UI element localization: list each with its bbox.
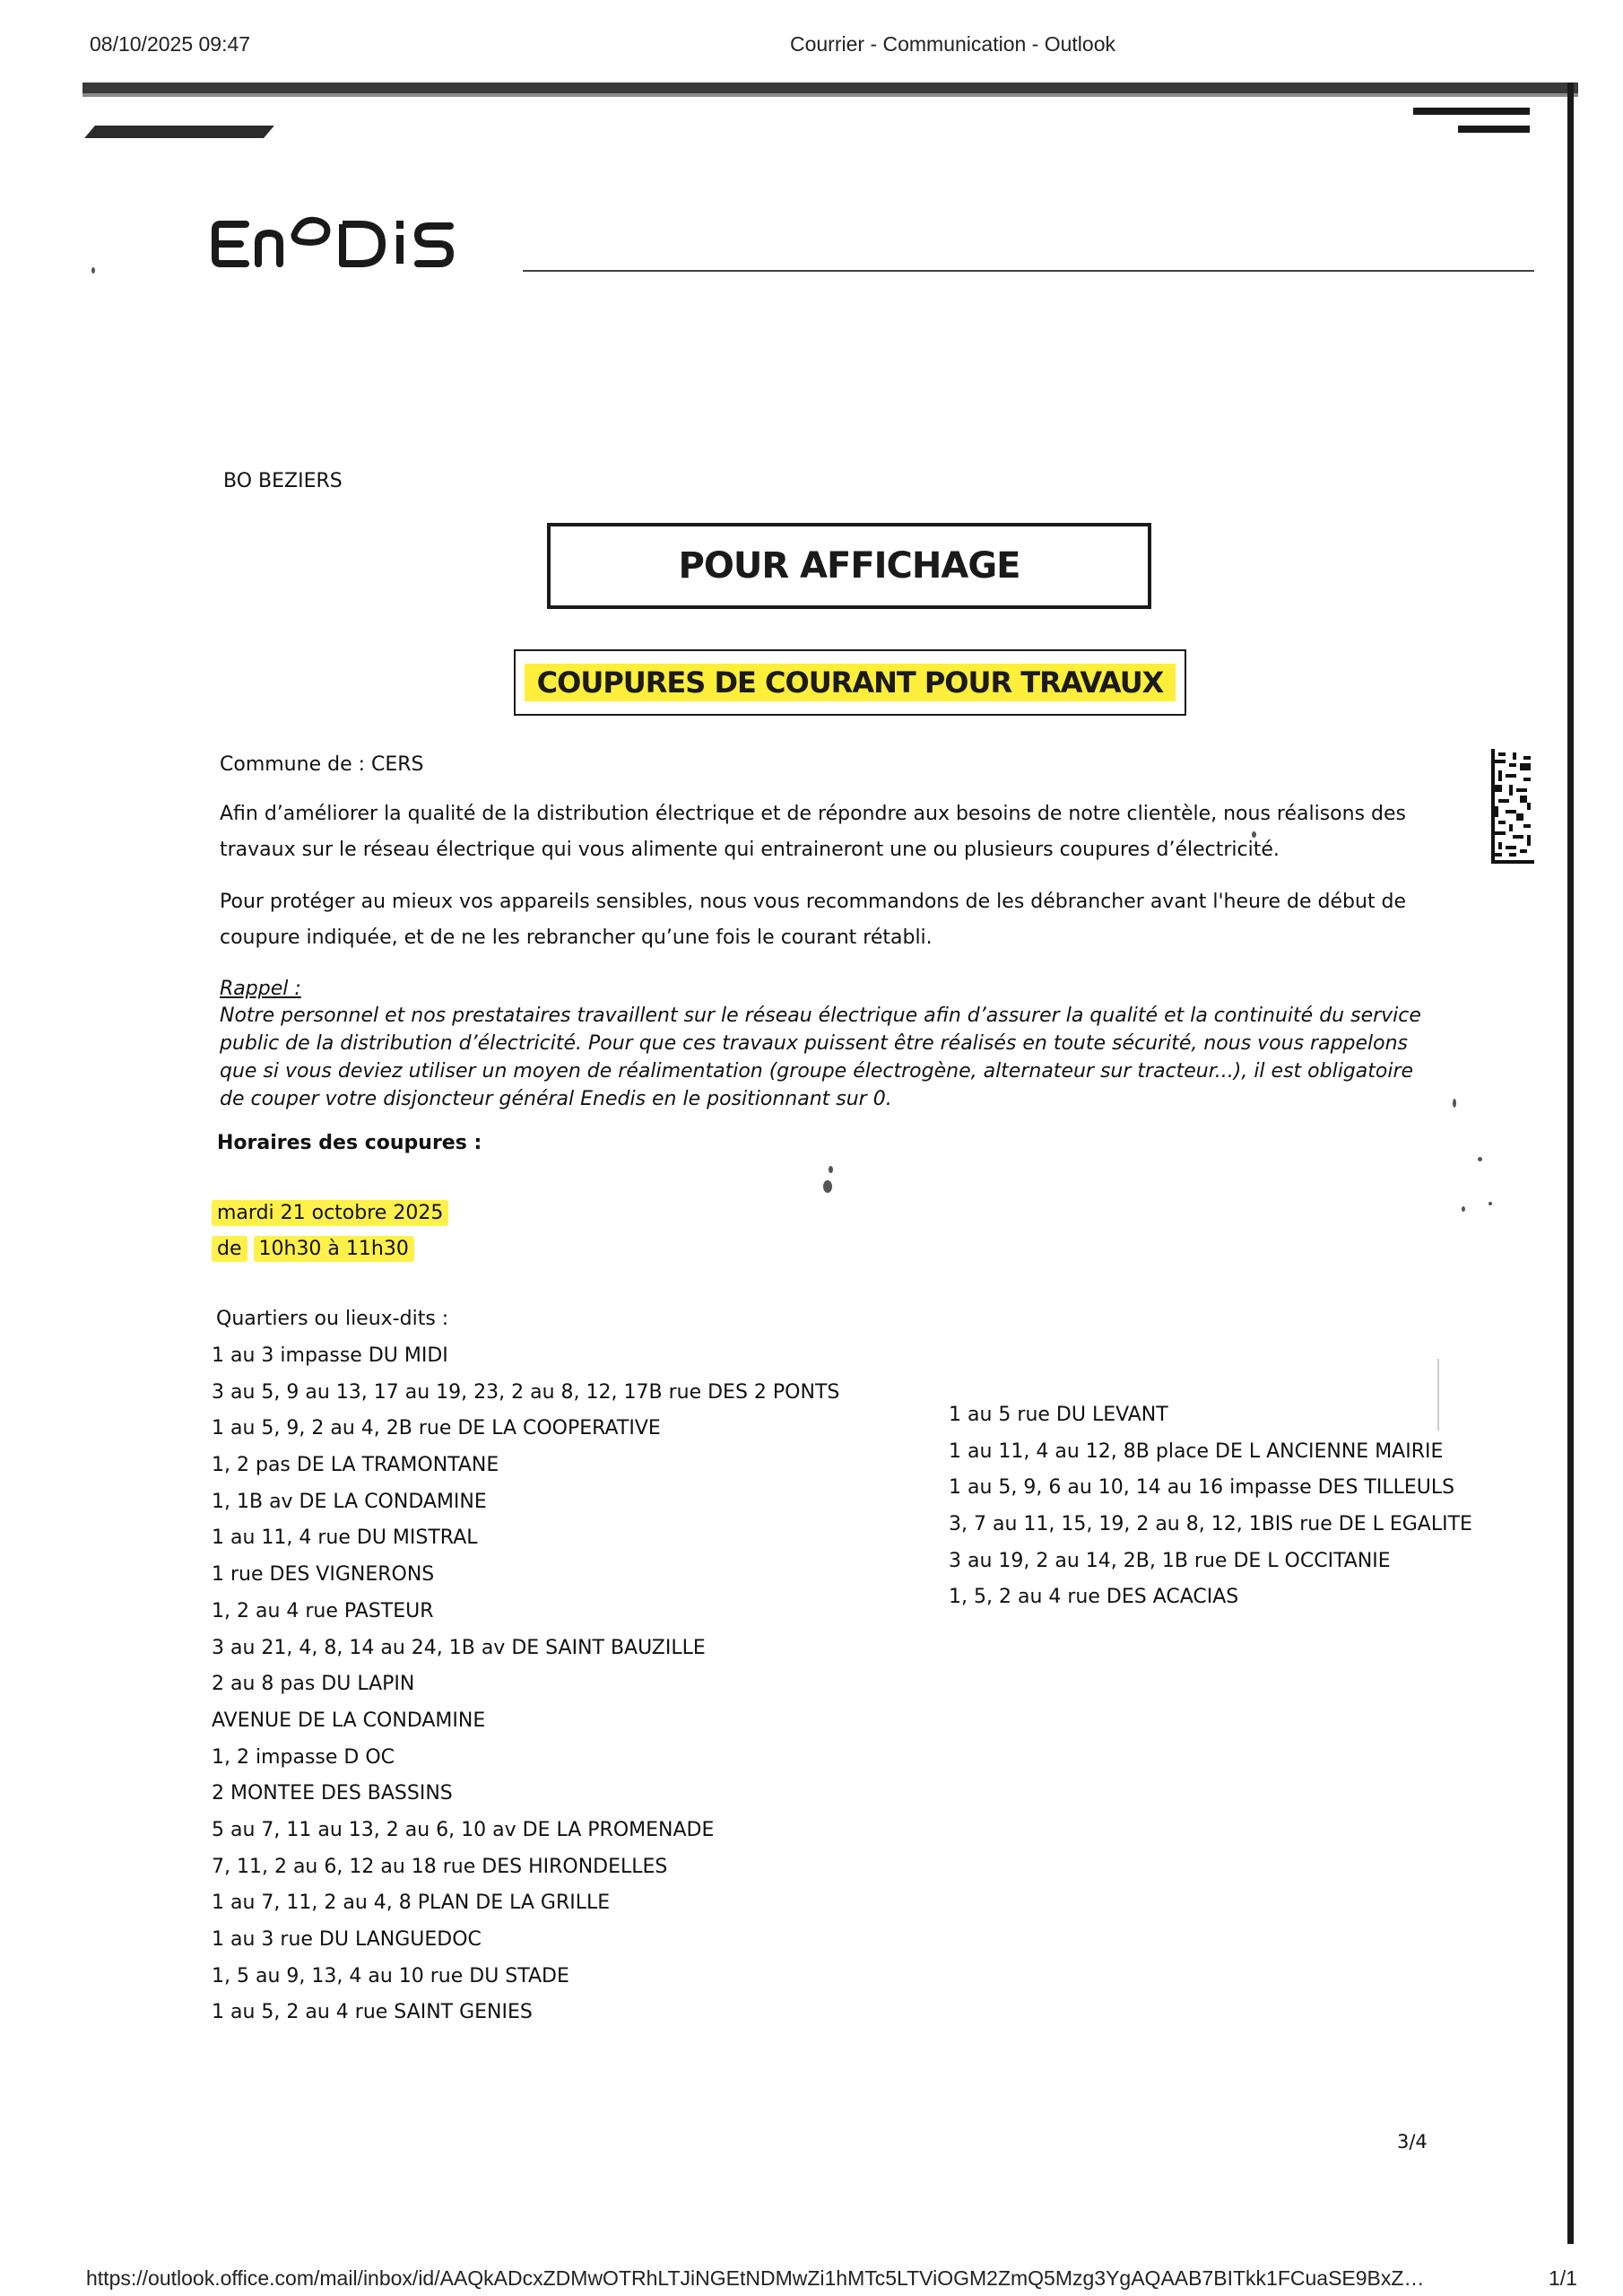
cut-date bbox=[212, 1202, 448, 1224]
list-item: 1 au 5, 2 au 4 rue SAINT GENIES bbox=[212, 2001, 533, 2024]
list-item: 3 au 5, 9 au 13, 17 au 19, 23, 2 au 8, 12, 17B rue DES 2 PONTS bbox=[212, 1380, 840, 1404]
print-date: 08/10/2025 09:47 bbox=[90, 32, 251, 56]
list-item: 1, 2 au 4 rue PASTEUR bbox=[212, 1599, 434, 1622]
list-item: 1 au 11, 4 rue DU MISTRAL bbox=[212, 1526, 478, 1550]
list-item: 1, 2 pas DE LA TRAMONTANE bbox=[212, 1454, 499, 1477]
scan-frame-right-tab bbox=[1458, 126, 1530, 133]
print-title: Courrier - Communication - Outlook bbox=[789, 32, 1115, 56]
scan-frame-left-tab bbox=[84, 126, 274, 138]
datamatrix-barcode-icon bbox=[1491, 748, 1534, 865]
advice-paragraph: Pour protéger au mieux vos appareils sensibles, nous vous recommandons de les débrancher avant l'heure de début de coupure indiquée, et de ne les rebrancher qu’une fois le courant rétabli. bbox=[220, 891, 1407, 949]
scan-speck bbox=[1453, 1099, 1456, 1108]
enedis-logo-icon bbox=[212, 208, 508, 280]
list-item: 3 au 19, 2 au 14, 2B, 1B rue DE L OCCITANIE bbox=[949, 1549, 1391, 1572]
list-item: 1, 5 au 9, 13, 4 au 10 rue DU STADE bbox=[212, 1964, 569, 1987]
print-url: https://outlook.office.com/mail/inbox/id/AAQkADcxZDMwOTRhLTJiNGEtNDMwZi1hMTc5LTViOGM2ZmQ5Mzg3YgAQAAB7BITkk1FCuaSE9BxZ… bbox=[86, 2266, 1425, 2290]
list-item: 1 au 5 rue DU LEVANT bbox=[949, 1404, 1168, 1426]
list-item: 1, 2 impasse D OC bbox=[212, 1745, 395, 1769]
list-item: 1, 1B av DE LA CONDAMINE bbox=[212, 1490, 487, 1513]
quartiers-label: Quartiers ou lieux-dits : bbox=[216, 1308, 449, 1330]
enedis-logo bbox=[212, 208, 508, 284]
scan-frame-top bbox=[82, 83, 1578, 93]
list-item: 1 au 7, 11, 2 au 4, 8 PLAN DE LA GRILLE bbox=[212, 1892, 611, 1915]
cut-time-prefix: de bbox=[212, 1236, 247, 1262]
list-item: 3 au 21, 4, 8, 14 au 24, 1B av DE SAINT BAUZILLE bbox=[212, 1636, 706, 1659]
coupures-title: COUPURES DE COURANT POUR TRAVAUX bbox=[525, 664, 1176, 701]
list-item: 3, 7 au 11, 15, 19, 2 au 8, 12, 1BIS rue DE L EGALITE bbox=[949, 1513, 1472, 1536]
scan-speck bbox=[1252, 831, 1256, 838]
print-page-count: 1/1 bbox=[1549, 2266, 1577, 2290]
column-rule bbox=[1437, 1359, 1439, 1431]
page-number: 3/4 bbox=[1397, 2131, 1428, 2152]
logo-rule bbox=[523, 270, 1534, 272]
cut-date-value: mardi 21 octobre 2025 bbox=[212, 1200, 448, 1226]
scan-frame-top-shadow bbox=[82, 93, 1578, 97]
list-item: 1 au 5, 9, 2 au 4, 2B rue DE LA COOPERATIVE bbox=[212, 1417, 661, 1440]
scan-speck bbox=[829, 1166, 833, 1173]
rappel-label: Rappel : bbox=[220, 978, 301, 1000]
list-item: 2 au 8 pas DU LAPIN bbox=[212, 1673, 415, 1696]
affichage-title: POUR AFFICHAGE bbox=[678, 545, 1020, 587]
streets-right-list bbox=[949, 1397, 1472, 1616]
scan-speck bbox=[91, 267, 95, 274]
list-item: 1 au 11, 4 au 12, 8B place DE L ANCIENNE MAIRIE bbox=[949, 1439, 1444, 1463]
list-item: 1 au 3 impasse DU MIDI bbox=[212, 1344, 448, 1367]
list-item: 1 rue DES VIGNERONS bbox=[212, 1563, 435, 1587]
horaires-label: Horaires des coupures : bbox=[217, 1132, 482, 1154]
affichage-box bbox=[547, 523, 1151, 609]
scan-speck bbox=[1478, 1157, 1482, 1161]
coupures-box bbox=[514, 649, 1186, 716]
list-item: 5 au 7, 11 au 13, 2 au 6, 10 av DE LA PROMENADE bbox=[212, 1818, 715, 1841]
list-item: 2 MONTEE DES BASSINS bbox=[212, 1782, 453, 1805]
streets-left-list bbox=[212, 1338, 839, 2031]
scan-frame-right bbox=[1567, 83, 1574, 2244]
rappel-text: Notre personnel et nos prestataires travaillent sur le réseau électrique afin d’assurer la qualité et la continuité du service public de la distribution d’électricité. Pour que ces travaux puissent être réalisés en toute sécurité, nous vous rappelons que si vous deviez utiliser un moyen de réalimentation (groupe électrogène, alternateur sur tracteur...), il est obligatoire de couper votre disjoncteur général Enedis en le positionnant sur 0. bbox=[220, 1004, 1421, 1110]
sender-office: BO BEZIERS bbox=[223, 470, 343, 492]
scan-speck bbox=[1488, 1202, 1492, 1205]
list-item: 7, 11, 2 au 6, 12 au 18 rue DES HIRONDELLES bbox=[212, 1855, 668, 1878]
cut-time-value: 10h30 à 11h30 bbox=[254, 1236, 414, 1262]
scan-frame-right-tab bbox=[1413, 108, 1530, 115]
list-item: 1 au 5, 9, 6 au 10, 14 au 16 impasse DES TILLEULS bbox=[949, 1476, 1455, 1500]
list-item: 1, 5, 2 au 4 rue DES ACACIAS bbox=[949, 1586, 1239, 1609]
list-item: 1 au 3 rue DU LANGUEDOC bbox=[212, 1928, 482, 1951]
cut-time bbox=[212, 1238, 414, 1260]
list-item: AVENUE DE LA CONDAMINE bbox=[212, 1709, 486, 1732]
intro-paragraph: Afin d’améliorer la qualité de la distribution électrique et de répondre aux besoins de notre clientèle, nous réalisons des travaux sur le réseau électrique qui vous alimente qui entraineront une ou plusieurs coupures d’électricité. bbox=[220, 803, 1406, 861]
commune-label: Commune de : CERS bbox=[220, 753, 424, 776]
scan-speck bbox=[1462, 1206, 1465, 1212]
scan-speck bbox=[823, 1180, 832, 1193]
